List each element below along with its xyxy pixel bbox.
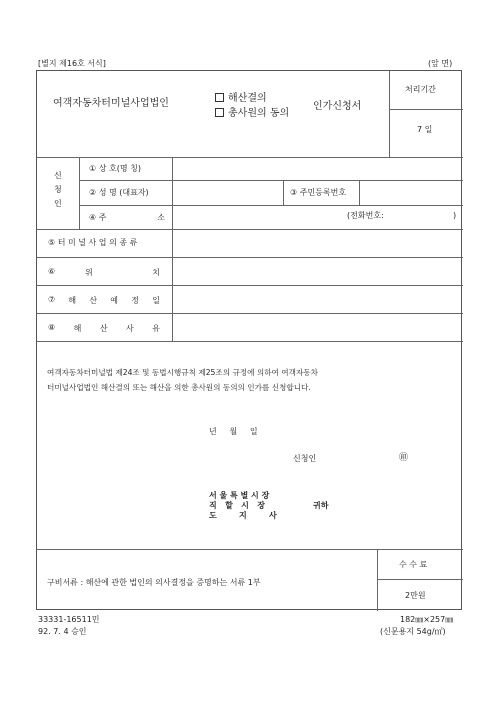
address-label: ④ 주 소 xyxy=(89,213,165,222)
page-side-label: (앞 면) xyxy=(428,59,453,68)
approval-date: 92. 7. 4 승인 xyxy=(38,627,87,636)
member-consent-checkbox[interactable] xyxy=(215,108,224,117)
option-dissolution: 해산결의 xyxy=(215,93,267,104)
form-number-label: [별지 제16호 서식] xyxy=(38,59,106,68)
paper-size: 182㎜×257㎜ xyxy=(400,615,454,624)
recipient-province: 도 지 사 xyxy=(209,511,277,520)
dissolution-checkbox[interactable] xyxy=(215,93,224,102)
option-member-consent: 총사원의 동의 xyxy=(215,108,289,119)
address-input[interactable] xyxy=(174,207,344,227)
form-title-suffix: 인가신청서 xyxy=(313,101,362,112)
applicant-sign-label: 신청인 xyxy=(293,454,317,463)
resident-number-label: ③ 주민등록번호 xyxy=(290,188,347,197)
processing-period-label: 처리기간 xyxy=(405,85,436,94)
phone-label: (전화번호: xyxy=(347,211,384,220)
dissolution-reason-label: ⑧ 해 산 사 유 xyxy=(48,323,160,333)
location-input[interactable] xyxy=(174,259,461,283)
fee-label: 수 수 료 xyxy=(399,560,428,569)
phone-close: ) xyxy=(453,211,457,220)
paper-type: (신문용지 54g/㎡) xyxy=(380,627,446,636)
dissolution-reason-input[interactable] xyxy=(174,315,461,339)
processing-period-value: 7 일 xyxy=(417,125,433,134)
recipient-city: 직 할 시 장 xyxy=(209,501,265,510)
fee-value: 2만원 xyxy=(405,591,426,600)
terminal-type-input[interactable] xyxy=(174,231,461,255)
application-form xyxy=(36,70,462,610)
company-name-label: ① 상 호(명 칭) xyxy=(89,164,141,173)
dissolution-date-input[interactable] xyxy=(174,287,461,311)
declaration-line-2: 터미널사업법인 해산결의 또는 해산을 의한 총사원의 동의의 인가를 신청합니다. xyxy=(47,383,311,392)
representative-label: ② 성 명 (대표자) xyxy=(89,188,149,197)
resident-number-input[interactable] xyxy=(361,182,461,204)
seal-mark: ㊞ xyxy=(399,453,409,463)
applicant-label: 신 청 인 xyxy=(54,171,62,208)
recipient-suffix: 귀하 xyxy=(313,501,329,510)
declaration-line-1: 여객자동차터미널법 제24조 및 동법시행규칙 제25조의 규정에 의하여 여객자동차 xyxy=(47,368,318,377)
dissolution-date-label: ⑦ 해 산 예 정 일 xyxy=(48,295,160,305)
recipient-block xyxy=(209,491,285,521)
representative-input[interactable] xyxy=(174,182,281,204)
form-title-main: 여객자동차터미널사업법인 xyxy=(53,98,169,109)
location-label: ⑥ 위 치 xyxy=(48,267,160,277)
form-code: 33331-16511민 xyxy=(38,615,100,624)
company-name-input[interactable] xyxy=(174,159,461,179)
recipient-seoul: 서 울 특 별 시 장 xyxy=(209,491,270,500)
application-date: 년 월 일 xyxy=(209,427,258,436)
terminal-type-label: ⑤ 터 미 널 사 업 의 종 류 xyxy=(48,238,138,247)
required-documents: 구비서류 : 해산에 관한 법인의 의사결정을 증명하는 서류 1부 xyxy=(47,578,261,587)
